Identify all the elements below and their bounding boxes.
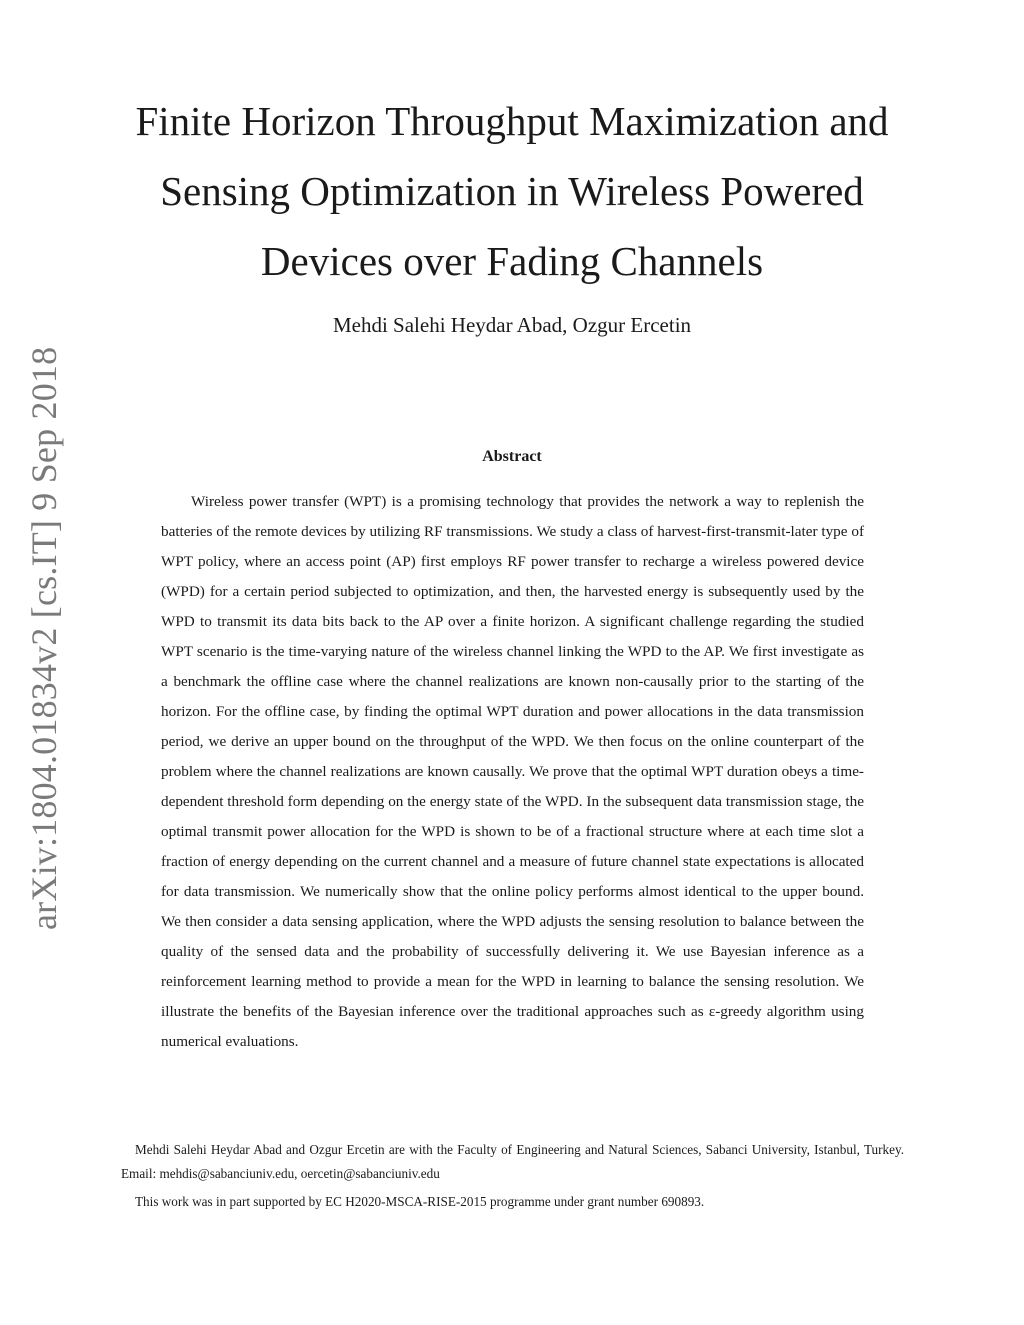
- affiliation-footnote: Mehdi Salehi Heydar Abad and Ozgur Ercetin are with the Faculty of Engineering and Natural Sciences, Sabanci University, Istanbul, Turkey. Email: mehdis@sabanciuniv.edu, oercetin@sabanciuniv.edu: [121, 1142, 904, 1181]
- title-line: Devices over Fading Channels: [260, 238, 764, 284]
- funding-footnote: This work was in part supported by EC H2020-MSCA-RISE-2015 programme under grant number 690893.: [135, 1194, 705, 1209]
- paper-title: [100, 86, 924, 296]
- author-list: Mehdi Salehi Heydar Abad, Ozgur Ercetin: [332, 313, 692, 337]
- abstract-heading: Abstract: [482, 448, 542, 465]
- title-line: Sensing Optimization in Wireless Powered: [160, 168, 864, 214]
- title-line: Finite Horizon Throughput Maximization and: [135, 98, 889, 144]
- arxiv-identifier-stamp: arXiv:1804.01834v2 [cs.IT] 9 Sep 2018: [24, 346, 64, 930]
- abstract-text: Wireless power transfer (WPT) is a promising technology that provides the network a way to replenish the batteries of the remote devices by utilizing RF transmissions. We study a class of harvest-first-transmit-later type of WPT policy, where an access point (AP) first employs RF power transfer to recharge a wireless powered device (WPD) for a certain period subjected to optimization, and then, the harvested energy is subsequently used by the WPD to transmit its data bits back to the AP over a finite horizon. A significant challenge regarding the studied WPT scenario is the time-varying nature of the wireless channel linking the WPD to the AP. We first investigate as a benchmark the offline case where the channel realizations are known non-causally prior to the starting of the horizon. For the offline case, by finding the optimal WPT duration and power allocations in the data transmission period, we derive an upper bound on the throughput of the WPD. We then focus on the online counterpart of the problem where the channel realizations are known causally. We prove that the optimal WPT duration obeys a time-dependent threshold form depending on the energy state of the WPD. In the subsequent data transmission stage, the optimal transmit power allocation for the WPD is shown to be of a fractional structure where at each time slot a fraction of energy depending on the current channel and a measure of future channel state expectations is allocated for data transmission. We numerically show that the online policy performs almost identical to the upper bound. We then consider a data sensing application, where the WPD adjusts the sensing resolution to balance between the quality of the sensed data and the probability of successfully delivering it. We use Bayesian inference as a reinforcement learning method to provide a mean for the WPD in learning to balance the sensing resolution. We illustrate the benefits of the Bayesian inference over the traditional approaches such as ε-greedy algorithm using numerical evaluations.: [161, 493, 864, 1050]
